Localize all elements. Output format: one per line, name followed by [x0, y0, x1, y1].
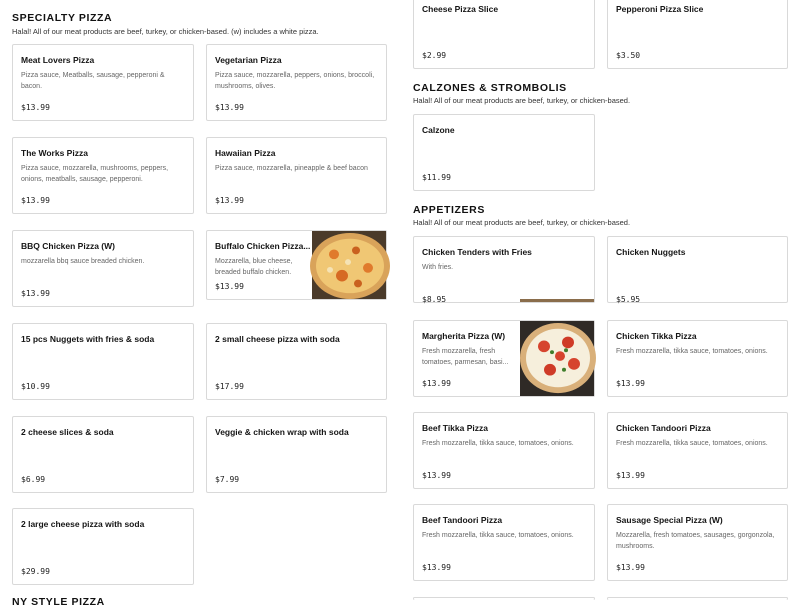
pizza-photo-icon	[520, 321, 594, 396]
menu-item-description: Pizza sauce, mozzarella, pineapple & beef bacon	[215, 165, 368, 172]
menu-item-price: $13.99	[422, 471, 451, 480]
menu-item-name: 2 cheese slices & soda	[21, 427, 114, 437]
menu-item-name: Buffalo Chicken Pizza...	[215, 241, 311, 251]
menu-item-card[interactable]	[413, 0, 595, 69]
menu-item-price: $13.99	[21, 196, 50, 205]
menu-item-description: With fries.	[422, 264, 454, 271]
menu-item-card[interactable]	[12, 230, 194, 307]
menu-item-name: The Works Pizza	[21, 148, 88, 158]
menu-item-card[interactable]	[206, 416, 387, 493]
menu-item-price: $2.99	[422, 51, 447, 60]
menu-item-name: Chicken Tenders with Fries	[422, 247, 532, 257]
menu-item-price: $6.99	[21, 475, 46, 484]
menu-item-price: $5.95	[616, 295, 641, 304]
menu-item-price: $10.99	[21, 382, 50, 391]
menu-item-description: mozzarella bbq sauce breaded chicken.	[21, 258, 145, 265]
menu-item-card[interactable]	[607, 412, 788, 489]
menu-item-name: BBQ Chicken Pizza (W)	[21, 241, 115, 251]
menu-item-price: $13.99	[215, 196, 244, 205]
pizza-photo-icon	[312, 231, 386, 299]
menu-item-price: $11.99	[422, 173, 451, 182]
menu-item-description: Fresh mozzarella, tikka sauce, tomatoes, onions.	[616, 348, 768, 355]
section-subtitle-appetizers: Halal! All of our meat products are beef, turkey, or chicken-based.	[413, 218, 631, 227]
menu-item-price: $3.50	[616, 51, 641, 60]
menu-item-price: $13.99	[21, 289, 50, 298]
menu-item-card[interactable]	[206, 137, 387, 214]
menu-item-card[interactable]	[206, 230, 387, 300]
menu-item-price: $8.95	[422, 295, 447, 304]
menu-item-price: $13.99	[616, 379, 645, 388]
menu-item-description: Mozzarella, fresh tomatoes, sausages, gorgonzola, mushrooms.	[616, 532, 775, 550]
menu-item-card[interactable]	[12, 44, 194, 121]
menu-item-name: 2 small cheese pizza with soda	[215, 334, 340, 344]
menu-item-price: $13.99	[422, 563, 451, 572]
menu-item-card[interactable]	[12, 416, 194, 493]
menu-item-name: 15 pcs Nuggets with fries & soda	[21, 334, 155, 344]
menu-item-name: Chicken Tandoori Pizza	[616, 423, 711, 433]
menu-item-name: Beef Tikka Pizza	[422, 423, 488, 433]
menu-item-description: Pizza sauce, mozzarella, peppers, onions, broccoli, mushrooms, olives.	[215, 72, 375, 90]
menu-item-name: Margherita Pizza (W)	[422, 331, 506, 341]
menu-item-description: Fresh mozzarella, tikka sauce, tomatoes, onions.	[616, 440, 768, 447]
menu-item-name: Pepperoni Pizza Slice	[616, 4, 704, 14]
menu-item-name: Sausage Special Pizza (W)	[616, 515, 723, 525]
menu-item-price: $13.99	[616, 563, 645, 572]
menu-item-card[interactable]	[206, 44, 387, 121]
menu-item-card[interactable]	[607, 0, 788, 69]
menu-item-card[interactable]	[12, 323, 194, 400]
menu-item-card[interactable]	[12, 137, 194, 214]
menu-item-name: Calzone	[422, 125, 455, 135]
menu-item-price: $13.99	[21, 103, 50, 112]
menu-item-price: $13.99	[616, 471, 645, 480]
menu-item-name: Veggie & chicken wrap with soda	[215, 427, 349, 437]
menu-item-name: Chicken Tikka Pizza	[616, 331, 697, 341]
section-title-specialty-pizza: SPECIALTY PIZZA	[12, 12, 113, 24]
menu-item-card[interactable]	[413, 114, 595, 191]
menu-item-name: 2 large cheese pizza with soda	[21, 519, 145, 529]
menu-item-price: $13.99	[215, 103, 244, 112]
menu-item-name: Beef Tandoori Pizza	[422, 515, 503, 525]
menu-item-description: Mozzarella, blue cheese, breaded buffalo chicken.	[215, 258, 293, 276]
menu-item-price: $7.99	[215, 475, 240, 484]
section-subtitle-specialty-pizza: Halal! All of our meat products are beef, turkey, or chicken-based. (w) includes a white pizza.	[12, 27, 319, 36]
menu-item-card-partial[interactable]	[413, 597, 595, 600]
section-title-appetizers: APPETIZERS	[413, 204, 485, 216]
menu-item-price: $13.99	[215, 282, 244, 291]
menu-item-name: Chicken Nuggets	[616, 247, 686, 257]
menu-item-name: Hawaiian Pizza	[215, 148, 276, 158]
menu-item-description: Pizza sauce, mozzarella, mushrooms, peppers, onions, meatballs, sausage, pepperoni.	[21, 165, 169, 183]
menu-item-description: Fresh mozzarella, tikka sauce, tomatoes, onions.	[422, 532, 574, 539]
menu-item-description: Fresh mozzarella, fresh tomatoes, parmesan, basi...	[422, 348, 509, 366]
menu-item-name: Cheese Pizza Slice	[422, 4, 499, 14]
menu-item-description: Fresh mozzarella, tikka sauce, tomatoes, onions.	[422, 440, 574, 447]
menu-item-card[interactable]	[206, 323, 387, 400]
menu-item-card[interactable]	[413, 320, 595, 397]
menu-item-name: Meat Lovers Pizza	[21, 55, 95, 65]
food-photo-edge	[520, 299, 594, 302]
section-title-calzones: CALZONES & STROMBOLIS	[413, 82, 567, 94]
section-subtitle-calzones: Halal! All of our meat products are beef, turkey, or chicken-based.	[413, 96, 631, 105]
menu-item-card[interactable]	[607, 320, 788, 397]
menu-item-price: $29.99	[21, 567, 50, 576]
section-title-ny-style-pizza: NY STYLE PIZZA	[12, 596, 105, 608]
menu-item-name: Vegetarian Pizza	[215, 55, 282, 65]
menu-item-card[interactable]	[413, 504, 595, 581]
menu-item-card[interactable]	[12, 508, 194, 585]
menu-item-price: $17.99	[215, 382, 244, 391]
menu-item-card[interactable]	[607, 236, 788, 303]
menu-item-card[interactable]	[413, 412, 595, 489]
menu-item-card-partial[interactable]	[607, 597, 788, 600]
menu-item-card[interactable]	[413, 236, 595, 303]
menu-item-description: Pizza sauce, Meatballs, sausage, pepperoni & bacon.	[21, 72, 165, 90]
menu-item-card[interactable]	[607, 504, 788, 581]
menu-item-price: $13.99	[422, 379, 451, 388]
